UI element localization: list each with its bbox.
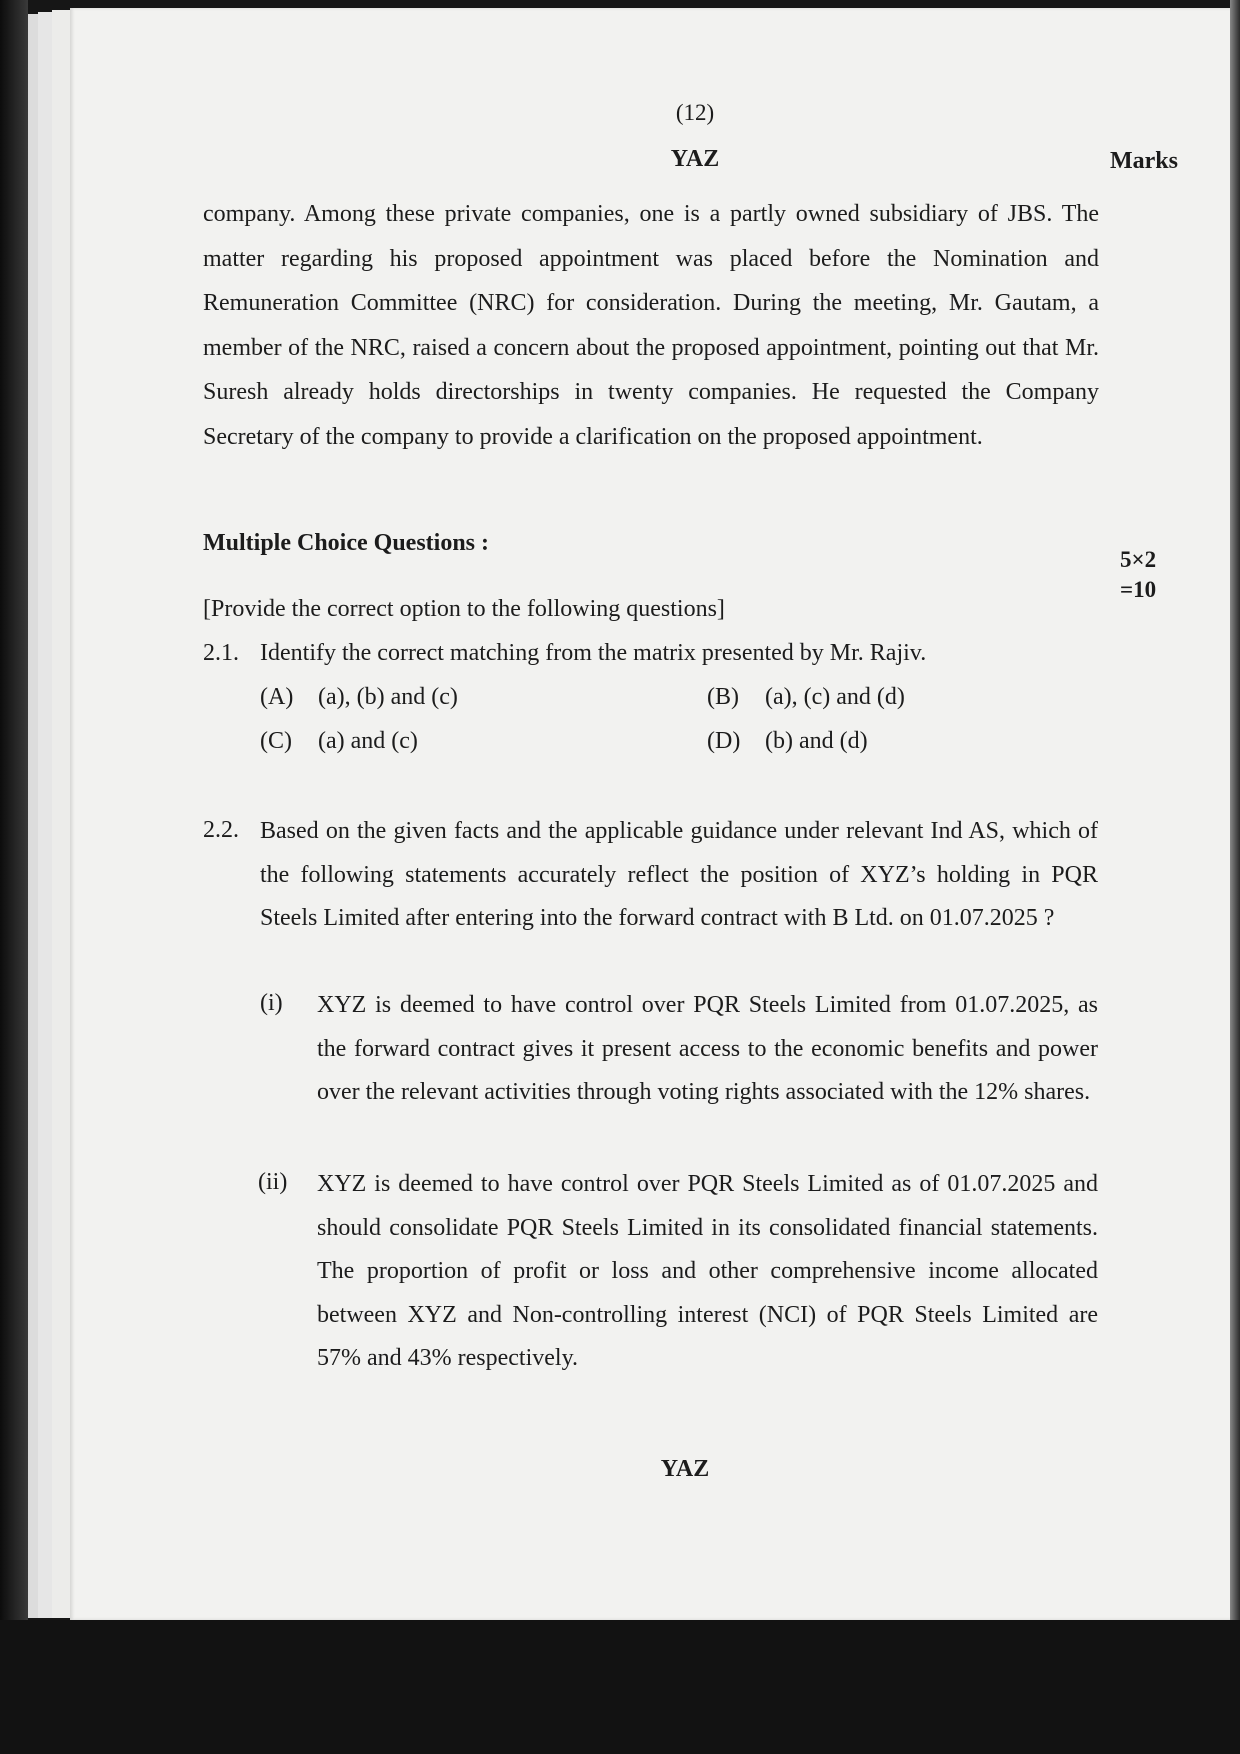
statement-text: XYZ is deemed to have control over PQR Steels Limited as of 01.07.2025 and should consolidate PQR Steels Limited in its consolidated financial statements. The proportion of profit or loss and other comprehensive income allocated between XYZ and Non-controlling interest (NCI) of PQR Steels Limited are 57% and 43% respectively. bbox=[317, 1171, 1098, 1371]
question-number: 2.2. bbox=[203, 817, 239, 843]
option-text: (a) and (c) bbox=[318, 728, 418, 754]
scan-left-shadow bbox=[0, 0, 28, 1640]
statement-ii bbox=[317, 1163, 1098, 1381]
question-text: Identify the correct matching from the matrix presented by Mr. Rajiv. bbox=[260, 640, 927, 666]
statement-text: XYZ is deemed to have control over PQR Steels Limited from 01.07.2025, as the forward contract gives it present access to the economic benefits and power over the relevant activities through voting rights associated with the 12% shares. bbox=[317, 992, 1098, 1105]
paper-code-footer: YAZ bbox=[660, 1456, 710, 1482]
mcq-heading: Multiple Choice Questions : bbox=[203, 530, 489, 556]
option-text: (a), (b) and (c) bbox=[318, 684, 458, 710]
statement-i bbox=[317, 984, 1098, 1115]
question-2-text: Based on the given facts and the applicable guidance under relevant Ind AS, which of the following statements accurately reflect the position of XYZ’s holding in PQR Steels Limited after entering into the forward contract with B Ltd. on 01.07.2025 ? bbox=[260, 818, 1098, 931]
option-d bbox=[707, 728, 868, 755]
option-label: (D) bbox=[707, 728, 741, 754]
option-a bbox=[260, 684, 458, 711]
option-b bbox=[707, 684, 905, 711]
marks-allocation-line1: 5×2 bbox=[1120, 547, 1157, 572]
scan-bottom-band bbox=[0, 1620, 1240, 1754]
option-c bbox=[260, 728, 418, 755]
case-passage bbox=[203, 192, 1099, 459]
statement-label: (ii) bbox=[258, 1169, 288, 1195]
marks-allocation bbox=[1120, 545, 1156, 605]
option-text: (a), (c) and (d) bbox=[765, 684, 905, 710]
question-text bbox=[260, 810, 1098, 941]
option-label: (C) bbox=[260, 728, 292, 754]
marks-column-heading: Marks bbox=[1110, 148, 1178, 174]
passage-text: company. Among these private companies, one is a partly owned subsidiary of JBS. The matter regarding his proposed appointment was placed before the Nomination and Remuneration Committee (NRC) for consideration. During the meeting, Mr. Gautam, a member of the NRC, raised a concern about the proposed appointment, pointing out that Mr. Suresh already holds directorships in twenty companies. He requested the Company Secretary of the company to provide a clarification on the proposed appointment. bbox=[203, 201, 1099, 450]
marks-allocation-line2: =10 bbox=[1120, 577, 1157, 602]
scan-right-shadow bbox=[1230, 0, 1240, 1640]
option-label: (A) bbox=[260, 684, 294, 710]
option-label: (B) bbox=[707, 684, 739, 710]
mcq-instruction: [Provide the correct option to the following questions] bbox=[203, 596, 725, 622]
option-text: (b) and (d) bbox=[765, 728, 868, 754]
page-number: (12) bbox=[675, 100, 715, 125]
paper-code-header: YAZ bbox=[670, 146, 720, 172]
question-number: 2.1. bbox=[203, 640, 239, 666]
statement-label: (i) bbox=[260, 990, 283, 1016]
